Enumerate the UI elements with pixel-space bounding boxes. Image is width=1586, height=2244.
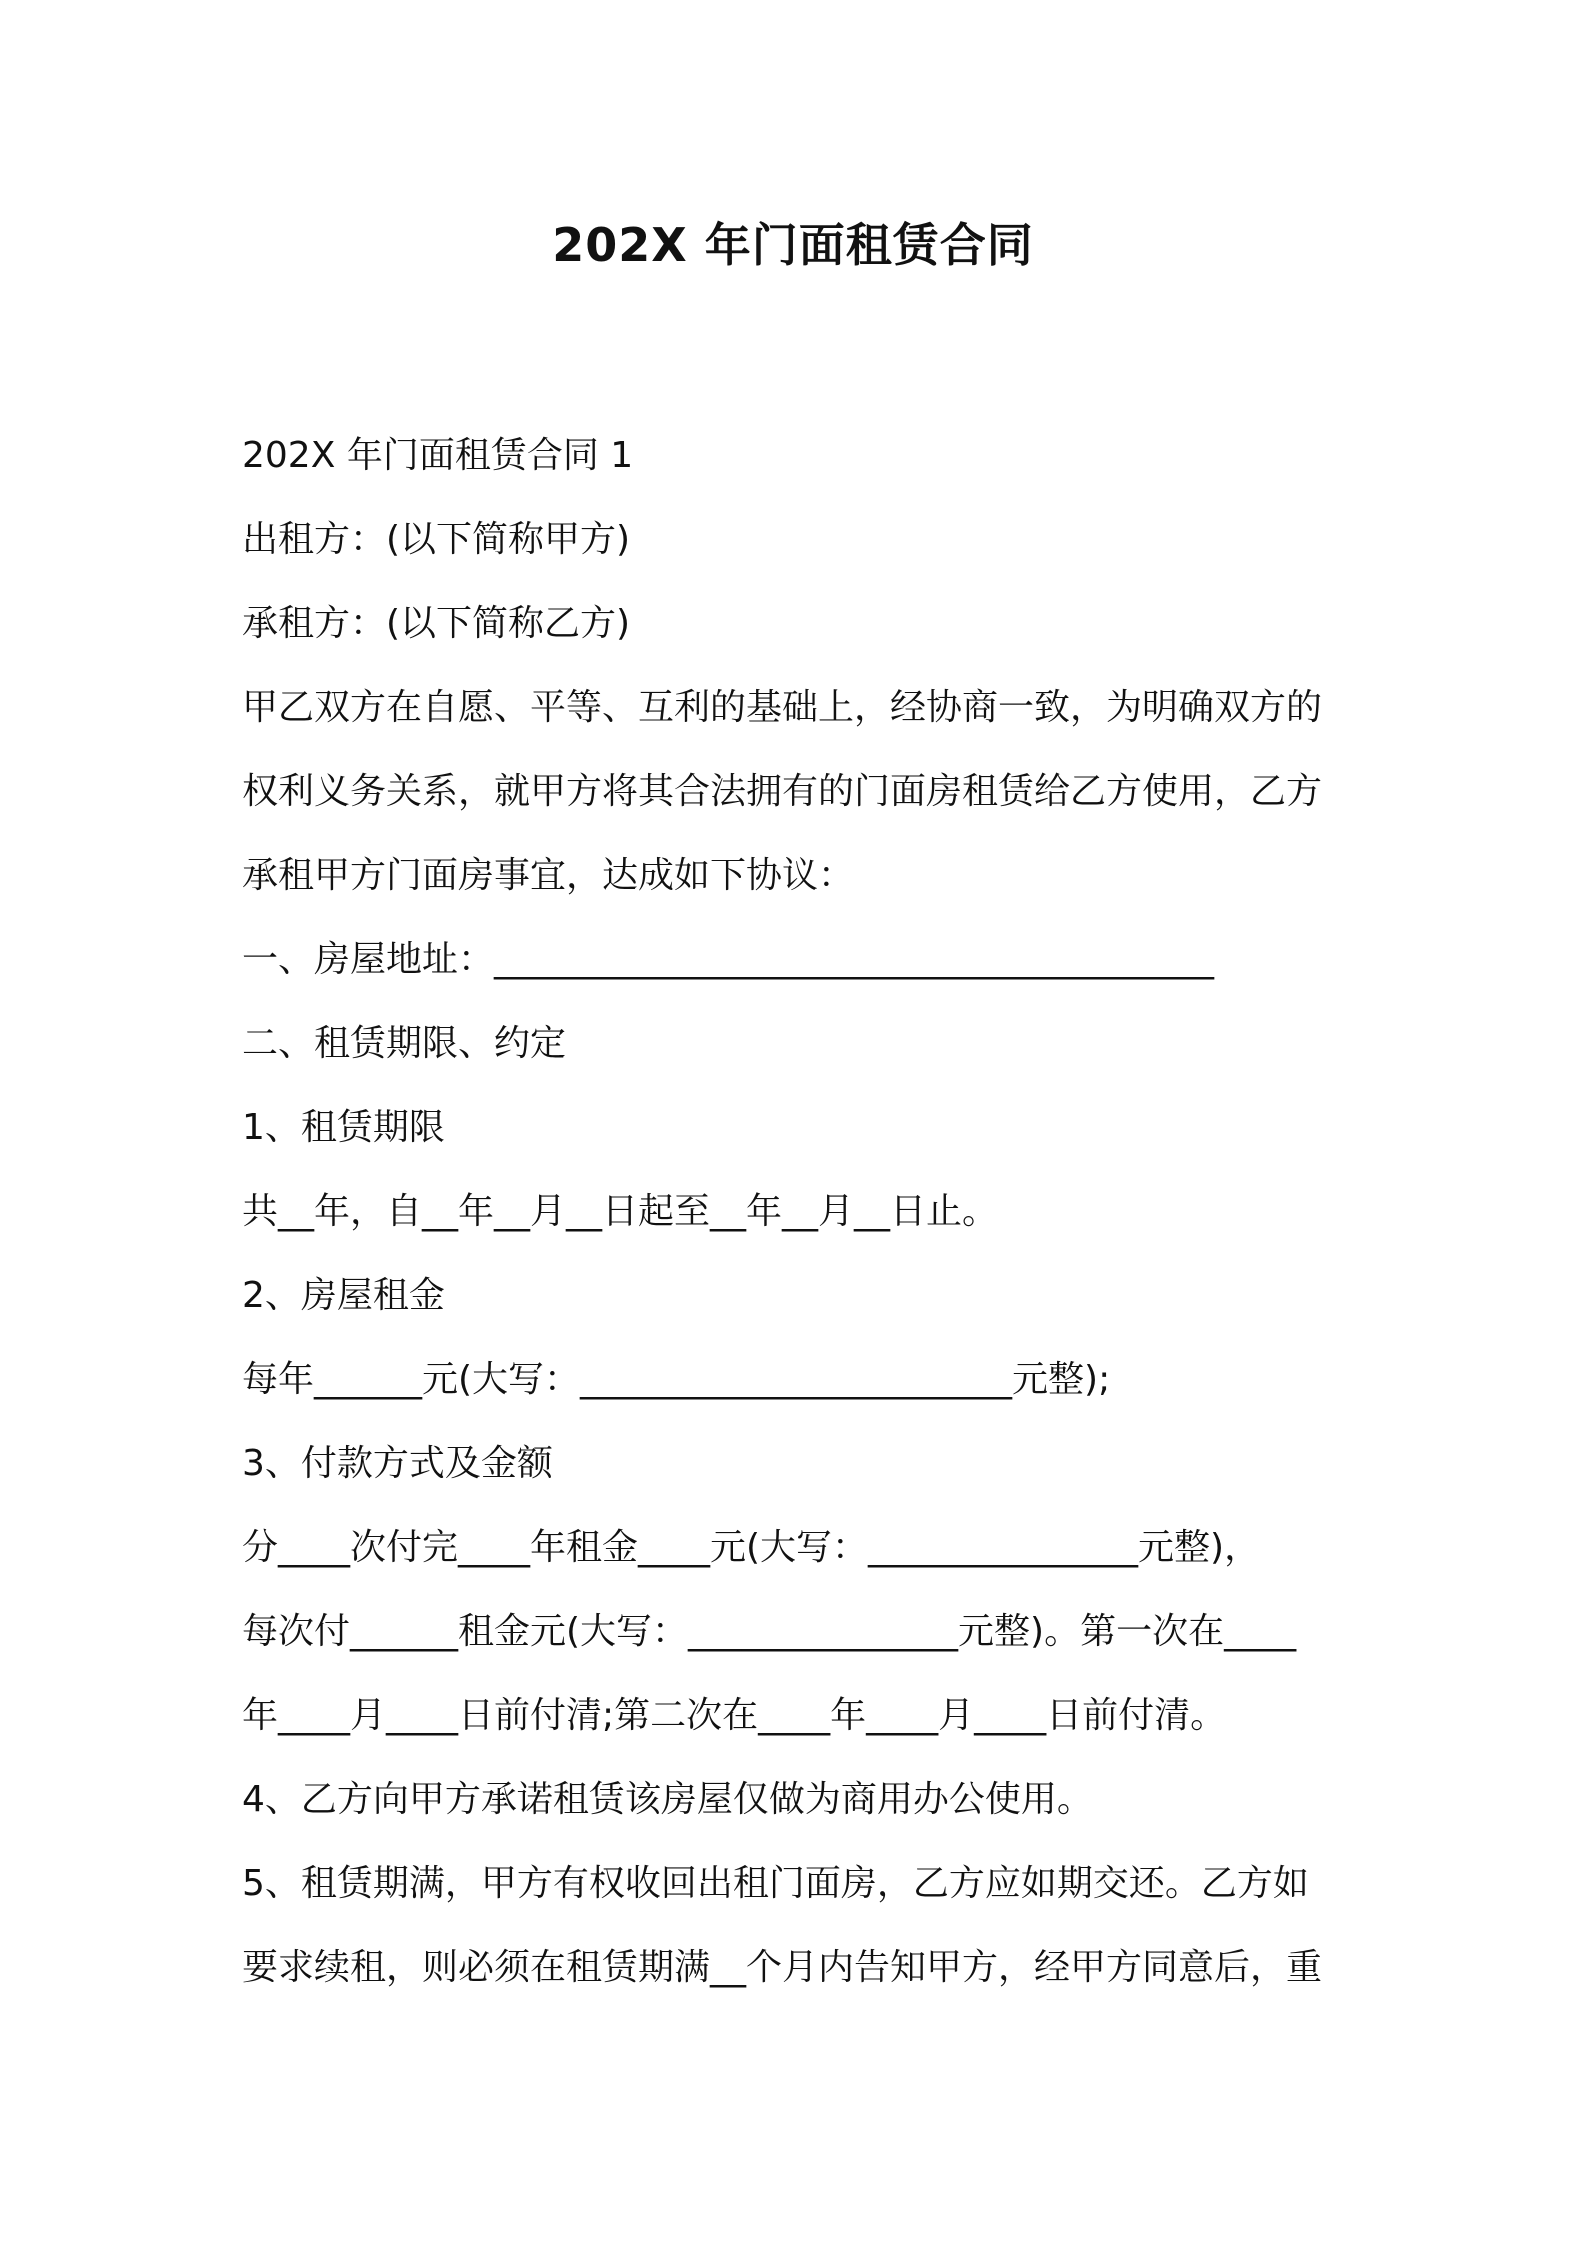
usage-clause: 4、乙方向甲方承诺租赁该房屋仅做为商用办公使用。 (242, 1779, 1093, 1820)
payment-line: 年____月____日前付清;第二次在____年____月____日前付清。 (242, 1695, 1227, 1736)
payment-line: 分____次付完____年租金____元(大写：_______________元整)， (242, 1527, 1261, 1568)
rent-line: 每年______元(大写：________________________元整); (242, 1359, 1111, 1400)
preamble-line: 权利义务关系，就甲方将其合法拥有的门面房租赁给乙方使用，乙方 (242, 771, 1323, 812)
document-title: 202X 年门面租赁合同 (552, 218, 1034, 272)
payment-line: 每次付______租金元(大写：_______________元整)。第一次在____ (242, 1611, 1297, 1652)
preamble-line: 承租甲方门面房事宜，达成如下协议： (242, 855, 855, 896)
subclause-heading: 1、租赁期限 (242, 1107, 445, 1148)
lessor-line: 出租方：(以下简称甲方) (242, 519, 631, 560)
renewal-clause: 要求续租，则必须在租赁期满__个月内告知甲方，经甲方同意后，重 (242, 1947, 1323, 1988)
subclause-heading: 2、房屋租金 (242, 1275, 445, 1316)
renewal-clause: 5、租赁期满，甲方有权收回出租门面房，乙方应如期交还。乙方如 (242, 1863, 1309, 1904)
term-line: 共__年，自__年__月__日起至__年__月__日止。 (242, 1191, 999, 1232)
document-body (242, 414, 1362, 2010)
clause-address: 一、房屋地址：________________________________________ (242, 939, 1215, 980)
subclause-heading: 3、付款方式及金额 (242, 1443, 553, 1484)
preamble-line: 甲乙双方在自愿、平等、互利的基础上，经协商一致，为明确双方的 (242, 687, 1323, 728)
clause-heading: 二、租赁期限、约定 (242, 1023, 567, 1064)
lessee-line: 承租方：(以下简称乙方) (242, 603, 631, 644)
section-heading: 202X 年门面租赁合同 1 (242, 435, 634, 476)
